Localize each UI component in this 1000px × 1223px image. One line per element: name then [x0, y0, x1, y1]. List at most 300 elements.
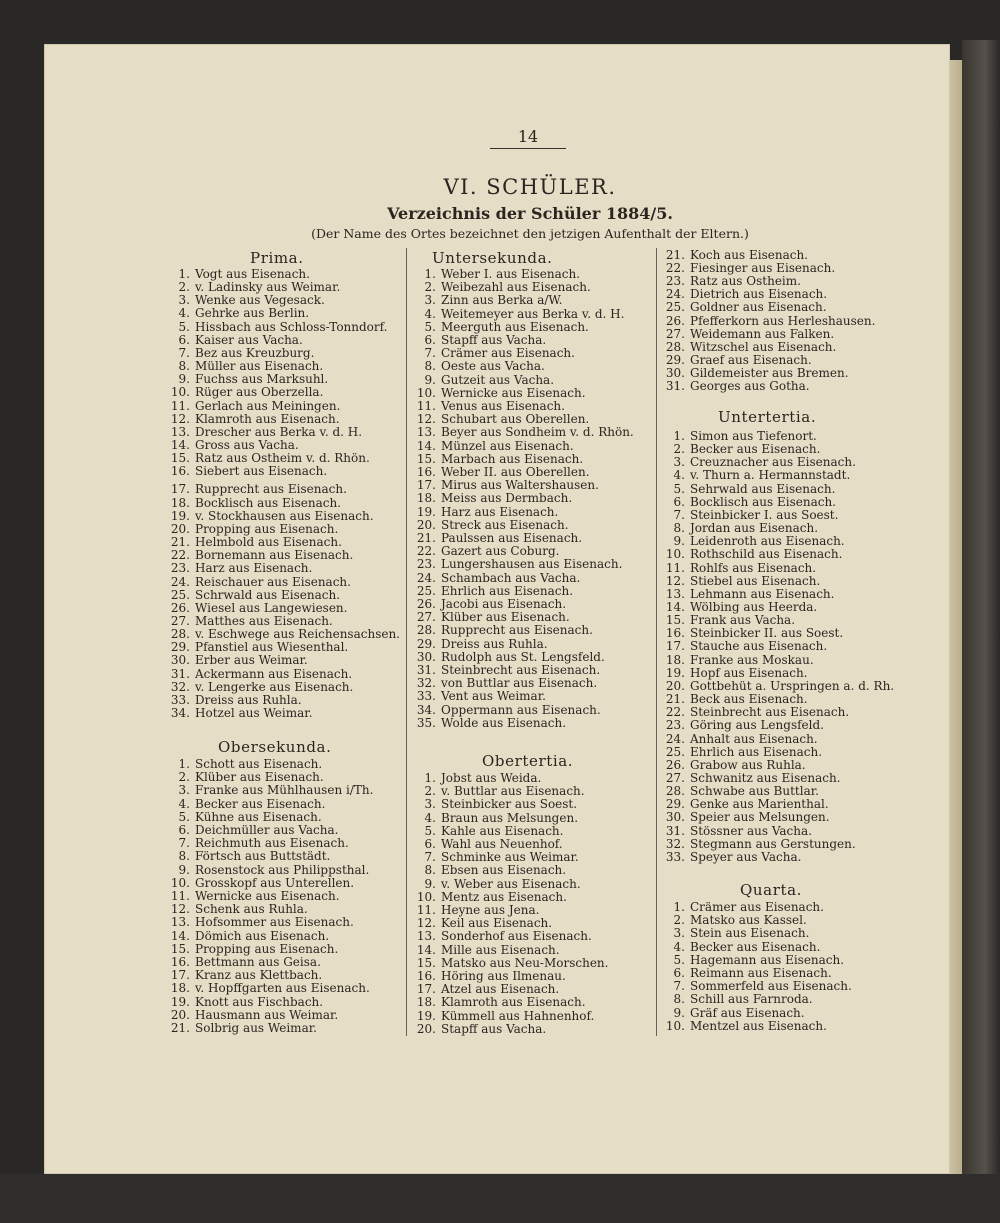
- list-item-number: 17.: [170, 482, 190, 497]
- list-item: [663, 509, 838, 522]
- list-item-name: Stein aus Eisenach.: [690, 926, 810, 941]
- list-item-name: Fuchss aus Marksuhl.: [195, 372, 329, 387]
- list-item-number: 2.: [424, 784, 436, 799]
- list-item: [168, 758, 322, 771]
- list-item-name: Crämer aus Eisenach.: [441, 346, 575, 361]
- list-item-name: Sonderhof aus Eisenach.: [441, 929, 592, 944]
- list-item-number: 11.: [416, 903, 436, 917]
- list-item-name: Mentzel aus Eisenach.: [690, 1018, 827, 1033]
- list-item-name: Lungershausen aus Eisenach.: [441, 557, 623, 572]
- list-item-number: 13.: [665, 586, 685, 601]
- list-item: [663, 851, 801, 864]
- list-item: [663, 901, 824, 914]
- list-item: [168, 602, 347, 615]
- list-item-name: Klüber aus Eisenach.: [195, 770, 324, 785]
- list-item: [414, 1023, 546, 1036]
- list-item-number: 14.: [665, 600, 685, 614]
- list-item: [168, 497, 341, 510]
- list-item: [663, 811, 830, 824]
- list-item: [168, 536, 342, 549]
- list-item-name: Stiebel aus Eisenach.: [690, 573, 821, 588]
- list-item-name: Beck aus Eisenach.: [690, 692, 808, 706]
- list-item-number: 1.: [424, 267, 436, 281]
- list-item-name: Meiss aus Dermbach.: [441, 491, 573, 506]
- list-item: [663, 601, 817, 614]
- list-item: [414, 944, 560, 957]
- list-item-number: 35.: [416, 715, 436, 730]
- list-item-number: 34.: [416, 702, 436, 717]
- list-item-name: Knott aus Fischbach.: [195, 994, 324, 1009]
- list-item-number: 8.: [178, 359, 190, 374]
- list-item-number: 20.: [416, 517, 436, 532]
- list-item: [168, 426, 362, 439]
- list-item: [663, 654, 814, 667]
- list-item-name: Georges aus Gotha.: [690, 379, 810, 393]
- list-item: [414, 638, 548, 651]
- list-item: [168, 982, 370, 995]
- list-item-number: 12.: [665, 573, 685, 588]
- list-item-name: Wernicke aus Eisenach.: [195, 889, 340, 903]
- list-item-number: 34.: [170, 706, 190, 720]
- list-item: [414, 347, 575, 360]
- list-item: [168, 439, 299, 452]
- list-item-name: Dreiss aus Ruhla.: [195, 692, 302, 707]
- list-item-name: Klüber aus Eisenach.: [441, 610, 570, 625]
- list-item-name: Gräf aus Eisenach.: [690, 1005, 805, 1020]
- list-item-number: 13.: [170, 424, 190, 439]
- list-item-number: 18.: [416, 491, 436, 506]
- list-item-number: 18.: [416, 995, 436, 1010]
- list-item-number: 3.: [673, 455, 685, 470]
- list-item-number: 7.: [178, 836, 190, 851]
- list-item: [663, 380, 810, 393]
- list-item-number: 3.: [424, 293, 436, 308]
- section-title: Prima.: [250, 249, 304, 267]
- list-item: [414, 492, 572, 505]
- list-item-name: Ehrlich aus Eisenach.: [690, 744, 823, 759]
- list-item-number: 1.: [424, 771, 436, 785]
- list-item-number: 25.: [665, 300, 685, 315]
- list-item: [663, 354, 812, 367]
- list-item-name: v. Weber aus Eisenach.: [441, 876, 581, 891]
- list-item: [663, 746, 822, 759]
- list-item-number: 31.: [665, 379, 685, 393]
- list-item-number: 25.: [665, 744, 685, 759]
- list-item-name: Bettmann aus Geisa.: [195, 955, 321, 969]
- list-item: [168, 452, 370, 465]
- list-item-number: 10.: [170, 385, 190, 400]
- list-item-number: 23.: [665, 718, 685, 733]
- list-item: [663, 288, 827, 301]
- list-item-name: Oeste aus Vacha.: [441, 359, 545, 374]
- list-item-number: 10.: [170, 875, 190, 890]
- list-item-number: 7.: [673, 507, 685, 522]
- list-item: [663, 980, 852, 993]
- list-item-number: 30.: [416, 649, 436, 664]
- list-item-number: 13.: [416, 929, 436, 944]
- list-item-number: 9.: [673, 534, 685, 549]
- list-item-name: Schenk aus Ruhla.: [195, 902, 308, 917]
- list-item: [663, 733, 818, 746]
- list-item: [168, 784, 373, 797]
- list-item-name: Weitemeyer aus Berka v. d. H.: [441, 306, 625, 321]
- list-item-name: Vent aus Weimar.: [441, 689, 546, 704]
- list-item: [168, 641, 348, 654]
- list-item-name: Bocklisch aus Eisenach.: [195, 495, 341, 510]
- list-item: [168, 654, 308, 667]
- list-item: [168, 400, 340, 413]
- list-item-name: Paulssen aus Eisenach.: [441, 531, 583, 545]
- list-item: [168, 969, 322, 982]
- list-item-name: Steinbicker II. aus Soest.: [690, 626, 844, 641]
- list-item-name: Anhalt aus Eisenach.: [690, 731, 818, 746]
- list-item: [663, 954, 844, 967]
- list-item-number: 33.: [416, 689, 436, 704]
- page-title: VI. SCHÜLER.: [443, 175, 617, 199]
- list-item-name: Kaiser aus Vacha.: [195, 332, 303, 347]
- list-item-name: Wernicke aus Eisenach.: [441, 385, 586, 400]
- list-item-number: 10.: [665, 1018, 685, 1033]
- list-item-number: 2.: [178, 770, 190, 785]
- list-item: [414, 851, 579, 864]
- list-item-name: Hissbach aus Schloss-Tonndorf.: [195, 319, 388, 334]
- list-item-number: 3.: [424, 797, 436, 812]
- list-item-number: 5.: [424, 823, 436, 838]
- list-item-name: Lehmann aus Eisenach.: [690, 586, 835, 601]
- list-item: [414, 558, 622, 571]
- list-item-number: 12.: [170, 411, 190, 426]
- list-item: [663, 640, 827, 653]
- list-item-name: Propping aus Eisenach.: [195, 941, 339, 956]
- list-item-number: 17.: [416, 982, 436, 997]
- list-item: [414, 957, 608, 970]
- list-item: [414, 426, 634, 439]
- list-item: [663, 301, 827, 314]
- list-item: [168, 294, 325, 307]
- list-item-name: Rothschild aus Eisenach.: [690, 547, 843, 562]
- list-note: (Der Name des Ortes bezeichnet den jetzigen Aufenthalt der Eltern.): [311, 226, 749, 241]
- list-item-name: Beyer aus Sondheim v. d. Rhön.: [441, 425, 634, 440]
- list-item: [663, 262, 835, 275]
- list-item-name: Wölbing aus Heerda.: [690, 600, 818, 614]
- column-divider-2: [656, 248, 657, 1036]
- list-item-number: 21.: [665, 692, 685, 706]
- list-item: [168, 268, 310, 281]
- list-item-name: Creuznacher aus Eisenach.: [690, 455, 856, 470]
- list-item-name: Zinn aus Berka a/W.: [441, 293, 563, 308]
- list-item: [663, 967, 832, 980]
- list-item: [168, 956, 321, 969]
- list-item-number: 5.: [178, 319, 190, 334]
- list-item: [414, 704, 601, 717]
- list-item-name: Ackermann aus Eisenach.: [195, 666, 353, 681]
- list-item-number: 21.: [170, 1021, 190, 1035]
- list-item-number: 18.: [170, 495, 190, 510]
- list-item-name: v. Stockhausen aus Eisenach.: [195, 508, 374, 523]
- list-item: [414, 400, 565, 413]
- list-item-number: 8.: [673, 521, 685, 535]
- list-item: [168, 707, 313, 720]
- list-item: [663, 785, 819, 798]
- list-item-name: Meerguth aus Eisenach.: [441, 319, 589, 334]
- list-item-number: 8.: [673, 992, 685, 1007]
- list-item: [414, 798, 577, 811]
- list-item-number: 28.: [170, 627, 190, 641]
- list-item: [168, 930, 329, 943]
- list-item-name: Ratz aus Ostheim.: [690, 274, 801, 289]
- list-item-name: Simon aus Tiefenort.: [690, 429, 817, 443]
- list-item-number: 3.: [673, 926, 685, 941]
- list-item-number: 7.: [673, 979, 685, 994]
- list-item-number: 20.: [170, 521, 190, 536]
- list-item-name: von Buttlar aus Eisenach.: [441, 676, 598, 691]
- list-item: [663, 575, 820, 588]
- section-title: Untersekunda.: [432, 249, 553, 267]
- list-item-name: Franke aus Mühlhausen i/Th.: [195, 783, 374, 798]
- list-item: [663, 798, 829, 811]
- list-item-number: 7.: [178, 345, 190, 360]
- list-item-number: 17.: [170, 968, 190, 983]
- list-item: [414, 598, 566, 611]
- list-item-number: 13.: [170, 915, 190, 930]
- list-item: [663, 522, 818, 535]
- list-item-name: Crämer aus Eisenach.: [690, 900, 824, 914]
- list-item-number: 15.: [665, 613, 685, 628]
- list-item: [663, 1020, 827, 1033]
- list-item: [414, 677, 597, 690]
- list-item: [663, 914, 807, 927]
- list-item: [414, 294, 562, 307]
- list-item-name: Förtsch aus Buttstädt.: [195, 849, 331, 864]
- list-item-number: 12.: [416, 916, 436, 931]
- list-item-number: 4.: [673, 468, 685, 483]
- list-item-name: Schott aus Eisenach.: [195, 757, 323, 771]
- list-item: [414, 891, 567, 904]
- list-item-number: 23.: [416, 557, 436, 572]
- list-item: [663, 993, 813, 1006]
- list-item-name: Sommerfeld aus Eisenach.: [690, 979, 852, 994]
- list-item: [414, 1010, 594, 1023]
- list-item-number: 4.: [424, 306, 436, 321]
- list-item: [663, 627, 843, 640]
- list-item-name: v. Lengerke aus Eisenach.: [195, 679, 354, 694]
- list-item-name: Rohlfs aus Eisenach.: [690, 560, 817, 575]
- list-item-name: Gutzeit aus Vacha.: [441, 372, 555, 387]
- list-item-number: 12.: [170, 902, 190, 917]
- list-item: [168, 307, 309, 320]
- list-item-number: 23.: [170, 561, 190, 576]
- list-item-number: 31.: [170, 666, 190, 681]
- list-item: [168, 589, 340, 602]
- list-item-number: 5.: [424, 319, 436, 334]
- list-item-number: 25.: [170, 587, 190, 602]
- list-item-name: Mirus aus Waltershausen.: [441, 478, 599, 493]
- list-item: [414, 466, 590, 479]
- list-item-number: 29.: [665, 797, 685, 812]
- section-title: Obertertia.: [482, 752, 574, 770]
- list-item-name: Reimann aus Eisenach.: [690, 966, 832, 980]
- list-item-number: 9.: [178, 372, 190, 387]
- list-item: [168, 510, 374, 523]
- list-item-name: Drescher aus Berka v. d. H.: [195, 424, 363, 439]
- list-item-name: Stössner aus Vacha.: [690, 823, 812, 838]
- list-item-number: 28.: [665, 339, 685, 354]
- list-item: [663, 456, 856, 469]
- list-item: [663, 548, 842, 561]
- list-item-number: 4.: [673, 939, 685, 954]
- list-item-number: 6.: [178, 823, 190, 837]
- list-item-number: 6.: [424, 333, 436, 347]
- list-item-name: Weidemann aus Falken.: [690, 326, 835, 341]
- list-item-number: 2.: [673, 442, 685, 457]
- list-item-name: Gerlach aus Meiningen.: [195, 398, 341, 413]
- list-item: [414, 717, 566, 730]
- list-item: [663, 341, 836, 354]
- list-item-name: Speier aus Melsungen.: [690, 810, 830, 825]
- list-item: [168, 373, 328, 386]
- list-item-name: Stapff aus Vacha.: [441, 333, 547, 347]
- list-item-number: 19.: [665, 665, 685, 680]
- list-item-number: 14.: [170, 438, 190, 452]
- list-item-number: 27.: [416, 610, 436, 625]
- list-item: [414, 864, 566, 877]
- list-item-name: Braun aus Melsungen.: [441, 810, 579, 825]
- list-item-number: 9.: [673, 1005, 685, 1020]
- list-item: [663, 443, 820, 456]
- list-item: [414, 387, 586, 400]
- list-title: Verzeichnis der Schüler 1884/5.: [387, 204, 673, 223]
- list-item: [168, 694, 302, 707]
- list-item: [168, 549, 353, 562]
- list-item-number: 1.: [178, 267, 190, 281]
- list-item-name: Stapff aus Vacha.: [441, 1021, 547, 1036]
- list-item: [168, 465, 327, 478]
- list-item-name: Jobst aus Weida.: [441, 771, 542, 785]
- list-item-name: Dreiss aus Ruhla.: [441, 636, 548, 651]
- list-item-name: Steinbrecht aus Eisenach.: [441, 663, 601, 677]
- list-item-name: Müller aus Eisenach.: [195, 359, 324, 374]
- list-item-number: 26.: [416, 597, 436, 611]
- list-item: [414, 785, 585, 798]
- list-item: [168, 811, 322, 824]
- list-item: [663, 927, 809, 940]
- list-item: [414, 825, 563, 838]
- list-item-number: 11.: [170, 398, 190, 413]
- list-item-name: Ebsen aus Eisenach.: [441, 863, 567, 878]
- list-item: [168, 1022, 317, 1035]
- list-item-name: Weber I. aus Eisenach.: [441, 267, 581, 281]
- list-item: [414, 996, 586, 1009]
- list-item-number: 6.: [178, 332, 190, 347]
- list-item-number: 5.: [673, 481, 685, 496]
- list-item-number: 23.: [665, 274, 685, 289]
- list-item: [168, 615, 333, 628]
- list-item-number: 20.: [170, 1007, 190, 1022]
- list-item-name: Speyer aus Vacha.: [690, 849, 802, 864]
- list-item-name: Franke aus Moskau.: [690, 652, 814, 667]
- list-item-name: Reischauer aus Eisenach.: [195, 574, 351, 589]
- list-item: [663, 825, 812, 838]
- list-item-name: Venus aus Eisenach.: [441, 399, 565, 413]
- list-item-name: Schambach aus Vacha.: [441, 570, 581, 585]
- list-item: [414, 479, 599, 492]
- list-item-number: 11.: [665, 560, 685, 575]
- list-item-number: 9.: [424, 372, 436, 387]
- list-item-number: 16.: [170, 955, 190, 969]
- list-item-name: Vogt aus Eisenach.: [195, 267, 310, 281]
- list-item-name: Becker aus Eisenach.: [195, 796, 326, 811]
- list-item-name: Kümmell aus Hahnenhof.: [441, 1008, 595, 1023]
- list-item-name: Propping aus Eisenach.: [195, 521, 339, 536]
- list-item-name: Jordan aus Eisenach.: [690, 521, 819, 535]
- list-item: [414, 624, 593, 637]
- list-item-name: Jacobi aus Eisenach.: [441, 597, 567, 611]
- list-item-number: 4.: [178, 796, 190, 811]
- list-item: [168, 916, 354, 929]
- list-item-name: Grabow aus Ruhla.: [690, 757, 806, 772]
- section-title: Quarta.: [740, 881, 803, 899]
- list-item: [414, 519, 569, 532]
- list-item-name: Frank aus Vacha.: [690, 613, 796, 628]
- list-item-number: 1.: [178, 757, 190, 771]
- list-item-name: Gildemeister aus Bremen.: [690, 365, 849, 380]
- list-item-name: Becker aus Eisenach.: [690, 939, 821, 954]
- scan-background: [0, 1174, 1000, 1223]
- list-item-number: 27.: [665, 770, 685, 785]
- list-item-name: Hotzel aus Weimar.: [195, 706, 313, 720]
- list-item-number: 30.: [665, 365, 685, 380]
- list-item: [663, 838, 856, 851]
- list-item: [663, 562, 816, 575]
- list-item: [414, 690, 546, 703]
- list-item: [414, 360, 545, 373]
- list-item-name: Wenke aus Vegesack.: [195, 293, 325, 308]
- list-item-number: 10.: [665, 547, 685, 562]
- list-item-name: Witzschel aus Eisenach.: [690, 339, 837, 354]
- list-item-name: Dömich aus Eisenach.: [195, 928, 330, 943]
- list-item-name: Atzel aus Eisenach.: [441, 982, 560, 997]
- list-item-name: Schwanitz aus Eisenach.: [690, 770, 841, 785]
- list-item: [168, 576, 351, 589]
- list-item-name: Schwabe aus Buttlar.: [690, 784, 819, 798]
- list-item: [414, 904, 539, 917]
- list-item-name: Reichmuth aus Eisenach.: [195, 836, 349, 851]
- list-item-number: 15.: [170, 451, 190, 466]
- list-item-name: Rupprecht aus Eisenach.: [195, 482, 347, 497]
- book-binding: [962, 40, 1000, 1223]
- list-item-number: 22.: [665, 705, 685, 720]
- list-item: [414, 308, 624, 321]
- list-item-name: Hausmann aus Weimar.: [195, 1007, 339, 1022]
- list-item-number: 4.: [178, 306, 190, 321]
- list-item: [663, 1007, 805, 1020]
- list-item-number: 7.: [424, 850, 436, 865]
- list-item: [414, 268, 580, 281]
- list-item-number: 31.: [416, 663, 436, 677]
- list-item-name: Steinbrecht aus Eisenach.: [690, 705, 850, 720]
- list-item: [414, 772, 541, 785]
- list-item: [414, 838, 563, 851]
- list-item-name: v. Buttlar aus Eisenach.: [441, 784, 585, 799]
- list-item: [414, 930, 592, 943]
- list-item: [663, 706, 849, 719]
- list-item-number: 11.: [416, 399, 436, 413]
- list-item-name: Gehrke aus Berlin.: [195, 306, 310, 321]
- list-item-number: 30.: [170, 653, 190, 668]
- list-item-name: Rudolph aus St. Lengsfeld.: [441, 649, 605, 664]
- list-item-name: Matthes aus Eisenach.: [195, 613, 333, 628]
- list-item-number: 26.: [170, 600, 190, 615]
